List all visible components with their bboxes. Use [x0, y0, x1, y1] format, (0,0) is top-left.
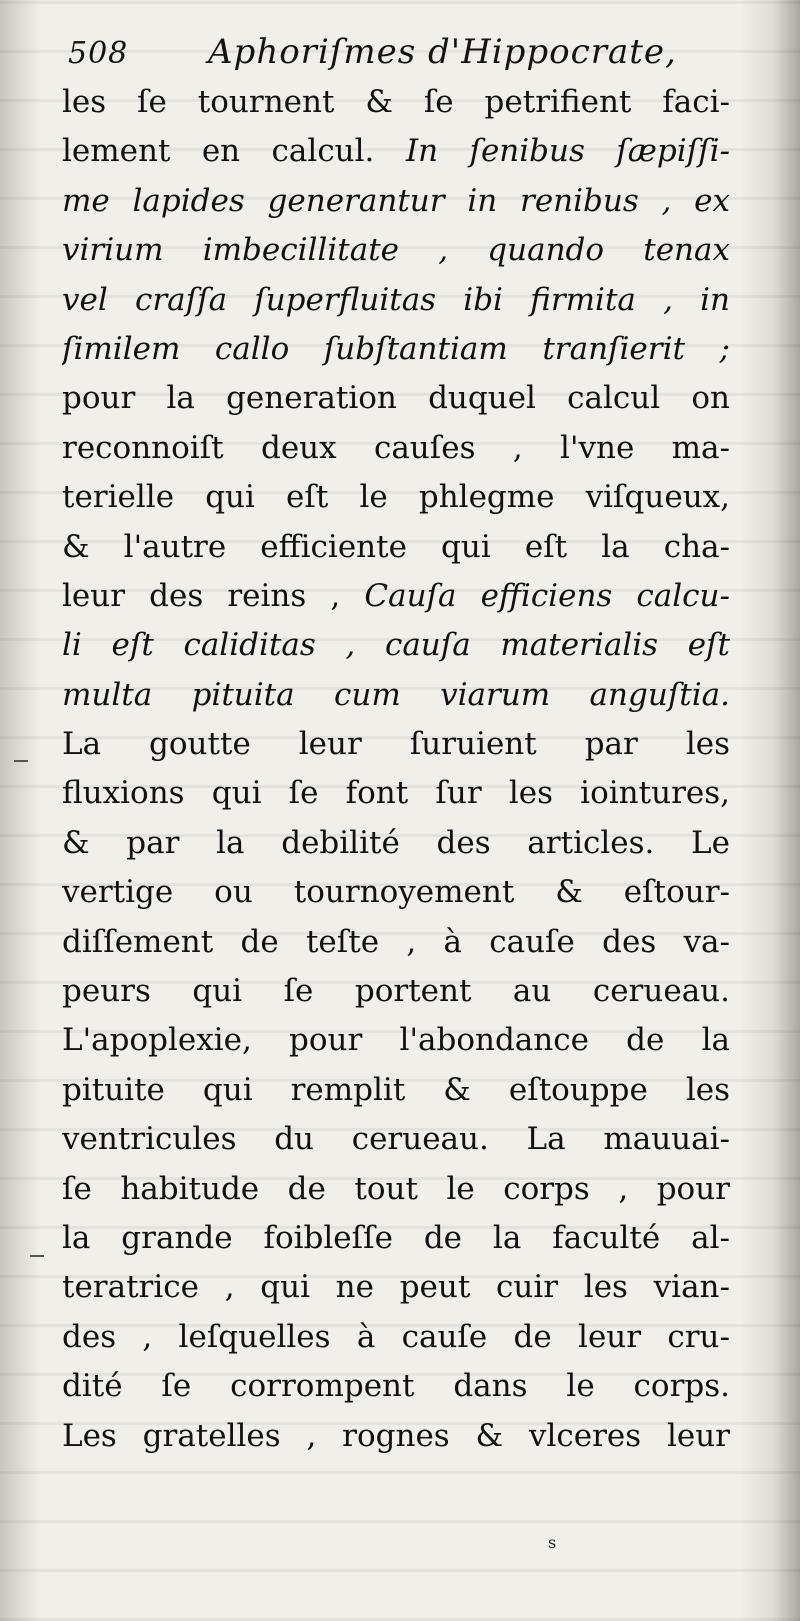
margin-mark — [30, 1255, 44, 1257]
roman-run: lement en calcul. — [62, 133, 406, 170]
text-line: pour la generation duquel calcul on — [62, 380, 730, 417]
text-line: peurs qui ſe portent au cerueau. — [62, 973, 730, 1010]
italic-run: In ſenibus ſæpiſſi- — [405, 133, 730, 170]
text-line: diſſement de teſte , à cauſe des va- — [62, 923, 730, 960]
text-line: pituite qui remplit & eſtouppe les — [62, 1071, 730, 1108]
margin-mark — [14, 760, 28, 762]
text-line — [62, 572, 730, 621]
italic-run: Cauſa efficiens calcu- — [364, 577, 730, 614]
page-number: 508 — [68, 36, 129, 71]
text-line: reconnoiſt deux cauſes , l'vne ma- — [62, 429, 730, 466]
text-line: Les gratelles , rognes & vlceres leur — [62, 1417, 730, 1454]
page-edge-shadow — [740, 0, 800, 1621]
text-line: les ſe tournent & ſe petrifient faci- — [62, 84, 730, 120]
text-line: me lapides generantur in renibus , ex — [62, 182, 730, 219]
text-line: fluxions qui ſe font ſur les iointures, — [62, 775, 730, 812]
body-text — [62, 78, 730, 1461]
text-line: dité ſe corrompent dans le corps. — [62, 1368, 730, 1405]
text-line: des , leſquelles à cauſe de leur cru- — [62, 1318, 730, 1355]
catchword: s — [548, 1533, 557, 1552]
text-line: ventricules du cerueau. La mauuai- — [62, 1121, 730, 1158]
text-line: teratrice , qui ne peut cuir les vian- — [62, 1269, 730, 1306]
text-line: vertige ou tournoyement & eſtour- — [62, 874, 730, 911]
text-line: & par la debilité des articles. Le — [62, 824, 730, 861]
text-line: ſe habitude de tout le corps , pour — [62, 1170, 730, 1207]
roman-run: leur des reins , — [62, 577, 365, 614]
gutter-shadow — [0, 0, 40, 1621]
text-line: terielle qui eſt le phlegme viſqueux, — [62, 479, 730, 516]
text-line: L'apoplexie, pour l'abondance de la — [62, 1022, 730, 1059]
text-line — [62, 127, 730, 176]
running-title: Aphoriſmes d'Hippocrate, — [208, 32, 677, 72]
text-line: & l'autre efficiente qui eſt la cha- — [62, 528, 730, 565]
text-line: La goutte leur ſuruient par les — [62, 726, 730, 763]
text-line: vel craſſa ſuperfluitas ibi firmita , in — [62, 281, 730, 318]
text-line: la grande foibleſſe de la faculté al- — [62, 1219, 730, 1256]
text-line: li eſt caliditas , cauſa materialis eſt — [62, 627, 730, 664]
text-line: virium imbecillitate , quando tenax — [62, 232, 730, 269]
text-line: multa pituita cum viarum anguſtia. — [62, 676, 730, 713]
text-line: ſimilem callo ſubſtantiam tranſierit ; — [62, 330, 730, 367]
